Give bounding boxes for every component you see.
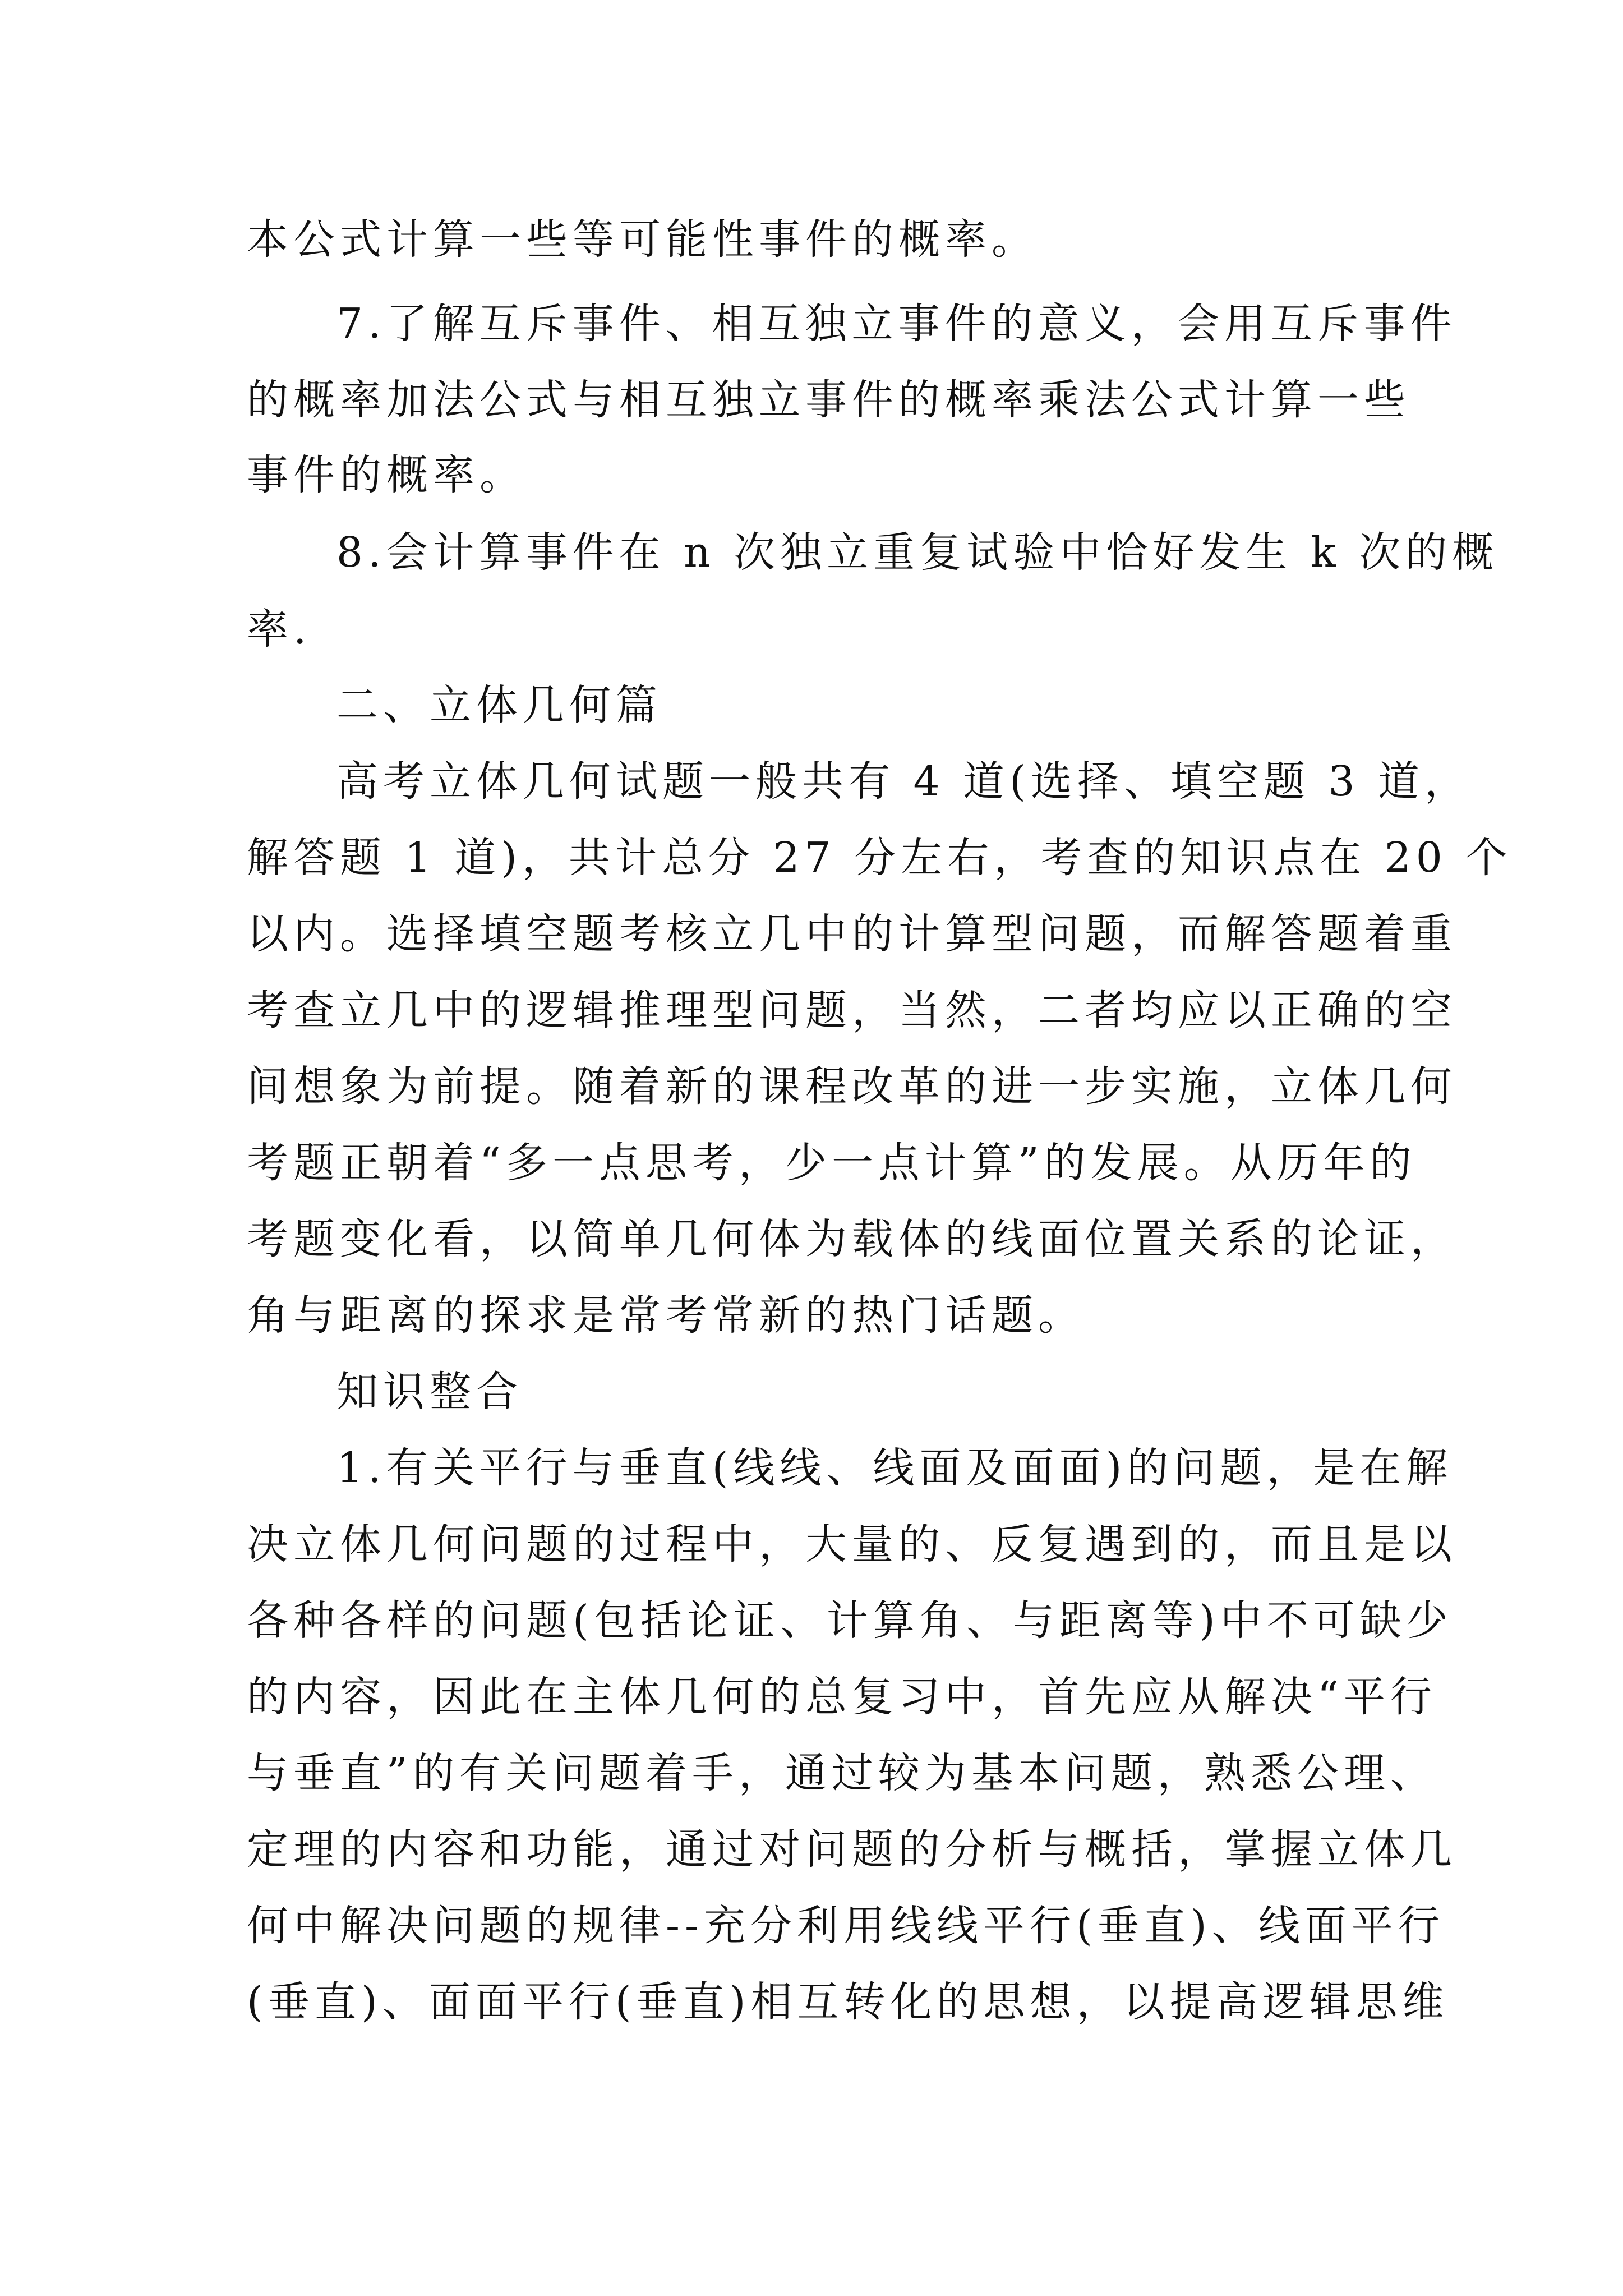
subsection-heading: 知识整合 xyxy=(336,1368,523,1416)
text-line: 事件的概率。 xyxy=(247,451,526,499)
text-line: 的内容，因此在主体几何的总复习中，首先应从解决“平行 xyxy=(247,1673,1437,1721)
text-line: 间想象为前提。随着新的课程改革的进一步实施，立体几何 xyxy=(247,1062,1457,1111)
text-line: 高考立体几何试题一般共有 4 道(选择、填空题 3 道， xyxy=(336,757,1472,806)
text-line: 角与距离的探求是常考常新的热门话题。 xyxy=(247,1291,1085,1340)
text-line: 何中解决问题的规律--充分利用线线平行(垂直)、线面平行 xyxy=(247,1902,1445,1950)
text-line: 考题正朝着“多一点思考，少一点计算”的发展。从历年的 xyxy=(247,1139,1417,1187)
text-line: 各种各样的问题(包括论证、计算角、与距离等)中不可缺少 xyxy=(247,1596,1453,1645)
text-line: 定理的内容和功能，通过对问题的分析与概括，掌握立体几 xyxy=(247,1825,1457,1874)
text-line: 8.会计算事件在 n 次独立重复试验中恰好发生 k 次的概 xyxy=(336,528,1499,577)
text-line: 本公式计算一些等可能性事件的概率。 xyxy=(247,215,1038,264)
text-line: 以内。选择填空题考核立几中的计算型问题，而解答题着重 xyxy=(247,910,1457,958)
text-line: 的概率加法公式与相互独立事件的概率乘法公式计算一些 xyxy=(247,376,1410,424)
text-line: 解答题 1 道)，共计总分 27 分左右，考查的知识点在 20 个 xyxy=(247,834,1513,882)
text-line: 与垂直”的有关问题着手，通过较为基本问题，熟悉公理、 xyxy=(247,1749,1437,1797)
text-line: 率. xyxy=(247,605,312,654)
text-line: 考题变化看，以简单几何体为载体的线面位置关系的论证， xyxy=(247,1215,1457,1263)
text-line: (垂直)、面面平行(垂直)相互转化的思想，以提高逻辑思维 xyxy=(247,1978,1449,2026)
text-line: 考查立几中的逻辑推理型问题，当然，二者均应以正确的空 xyxy=(247,986,1457,1034)
text-line: 决立体几何问题的过程中，大量的、反复遇到的，而且是以 xyxy=(247,1520,1457,1568)
section-heading: 二、立体几何篇 xyxy=(336,681,662,729)
text-line: 1.有关平行与垂直(线线、线面及面面)的问题，是在解 xyxy=(336,1444,1453,1492)
text-line: 7.了解互斥事件、相互独立事件的意义，会用互斥事件 xyxy=(336,300,1457,348)
